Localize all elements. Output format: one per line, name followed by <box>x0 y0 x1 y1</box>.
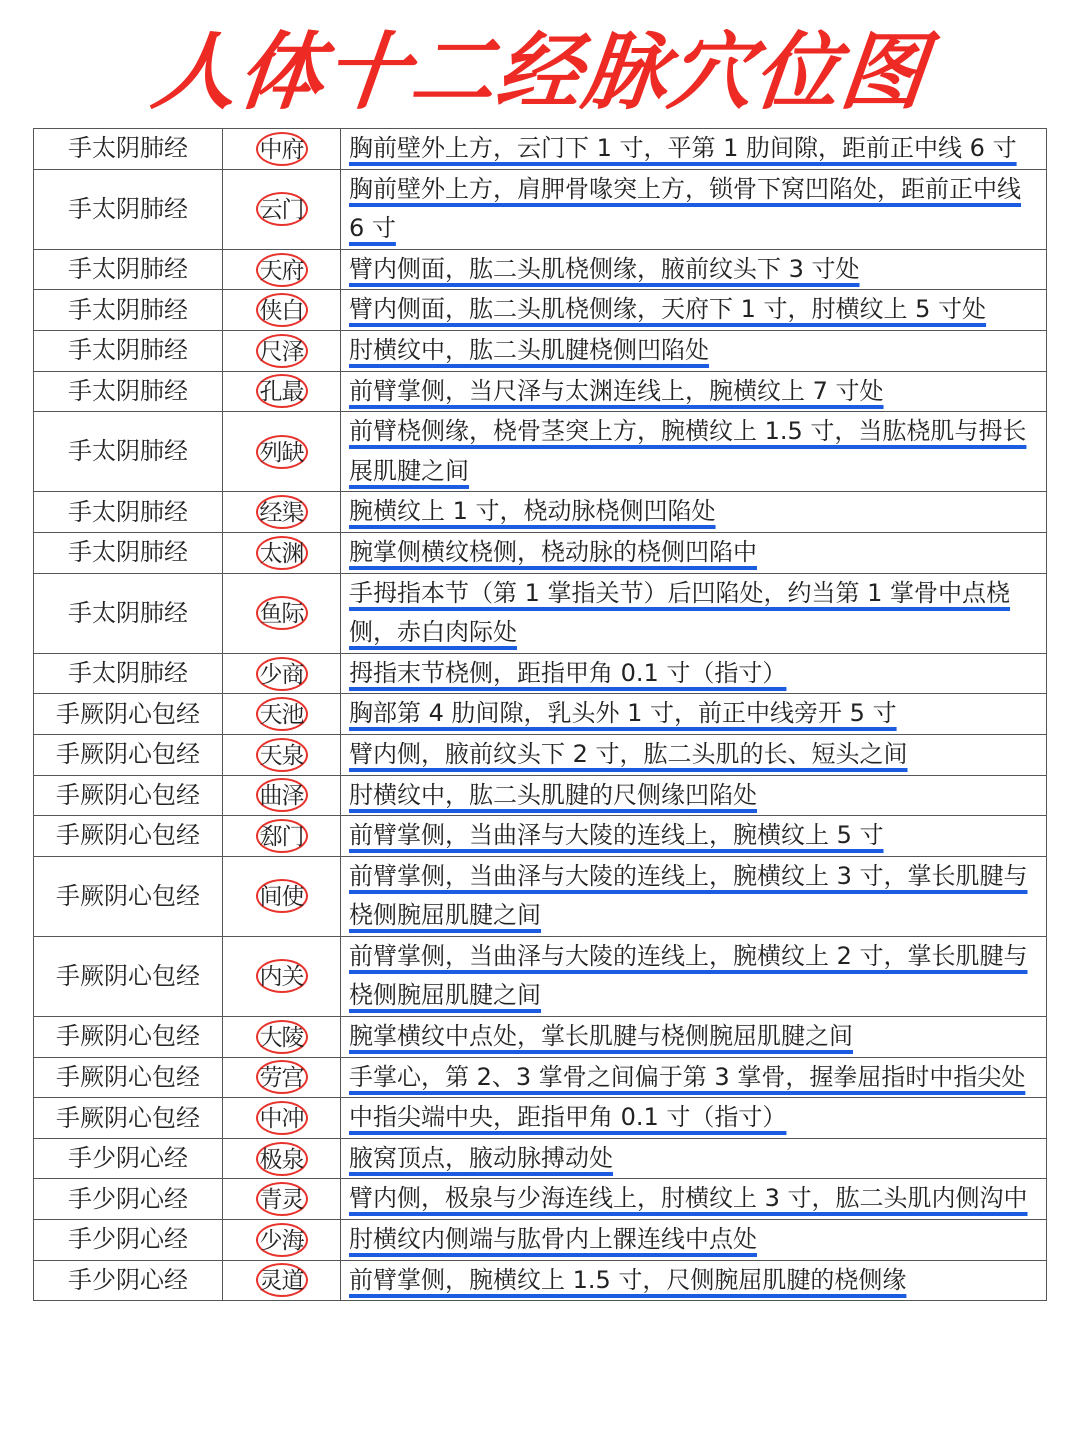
meridian-cell: 手厥阴心包经 <box>34 734 223 775</box>
location-text: 肘横纹内侧端与肱骨内上髁连线中点处 <box>349 1225 757 1254</box>
location-text: 肘横纹中，肱二头肌腱的尺侧缘凹陷处 <box>349 780 757 809</box>
acupoint-cell <box>223 169 341 249</box>
acupoint-cell <box>223 856 341 936</box>
acupoint-cell <box>223 532 341 573</box>
location-text: 臂内侧，腋前纹头下 2 寸，肱二头肌的长、短头之间 <box>349 739 908 768</box>
location-cell <box>341 734 1047 775</box>
meridian-cell: 手太阴肺经 <box>34 371 223 412</box>
acupoint-cell <box>223 290 341 331</box>
acupoint-cell <box>223 492 341 533</box>
location-text: 腕掌横纹中点处，掌长肌腱与桡侧腕屈肌腱之间 <box>349 1022 853 1051</box>
table-row <box>34 573 1047 653</box>
acupoint-name-circled: 内关 <box>256 959 308 993</box>
meridian-cell: 手太阴肺经 <box>34 330 223 371</box>
location-cell <box>341 129 1047 170</box>
location-text: 中指尖端中央，距指甲角 0.1 寸（指寸） <box>349 1103 787 1132</box>
acupoint-cell <box>223 1220 341 1261</box>
meridian-cell: 手少阴心经 <box>34 1179 223 1220</box>
meridian-cell: 手厥阴心包经 <box>34 1098 223 1139</box>
acupoint-cell <box>223 1057 341 1098</box>
acupoint-cell <box>223 249 341 290</box>
location-text: 胸部第 4 肋间隙，乳头外 1 寸，前正中线旁开 5 寸 <box>349 699 897 728</box>
acupoint-name-circled: 天池 <box>256 697 308 731</box>
table-row <box>34 129 1047 170</box>
acupoint-name-circled: 灵道 <box>256 1263 308 1297</box>
location-text: 前臂掌侧，腕横纹上 1.5 寸，尺侧腕屈肌腱的桡侧缘 <box>349 1265 907 1294</box>
location-cell <box>341 330 1047 371</box>
meridian-cell: 手厥阴心包经 <box>34 1057 223 1098</box>
meridian-cell: 手太阴肺经 <box>34 532 223 573</box>
location-cell <box>341 1017 1047 1058</box>
location-text: 臂内侧，极泉与少海连线上，肘横纹上 3 寸，肱二头肌内侧沟中 <box>349 1184 1028 1213</box>
location-text: 臂内侧面，肱二头肌桡侧缘，天府下 1 寸，肘横纹上 5 寸处 <box>349 295 987 324</box>
acupoint-cell <box>223 1138 341 1179</box>
acupoint-cell <box>223 816 341 857</box>
meridian-cell: 手厥阴心包经 <box>34 1017 223 1058</box>
acupoint-cell <box>223 1017 341 1058</box>
meridian-cell: 手太阴肺经 <box>34 169 223 249</box>
table-row <box>34 290 1047 331</box>
meridian-cell: 手太阴肺经 <box>34 492 223 533</box>
location-cell <box>341 856 1047 936</box>
location-cell <box>341 412 1047 492</box>
acupoint-name-circled: 天泉 <box>256 738 308 772</box>
acupoint-cell <box>223 129 341 170</box>
acupoint-name-circled: 极泉 <box>256 1142 308 1176</box>
table-row <box>34 492 1047 533</box>
location-text: 腋窝顶点，腋动脉搏动处 <box>349 1143 613 1172</box>
meridian-cell: 手太阴肺经 <box>34 249 223 290</box>
location-text: 手拇指本节（第 1 掌指关节）后凹陷处，约当第 1 掌骨中点桡侧，赤白肉际处 <box>349 578 1011 647</box>
table-row <box>34 1138 1047 1179</box>
acupoint-name-circled: 太渊 <box>256 536 308 570</box>
table-row <box>34 1057 1047 1098</box>
acupoint-name-circled: 尺泽 <box>256 334 308 368</box>
location-text: 前臂掌侧，当曲泽与大陵的连线上，腕横纹上 2 寸，掌长肌腱与桡侧腕屈肌腱之间 <box>349 941 1028 1010</box>
acupoint-table <box>33 128 1047 1301</box>
meridian-cell: 手少阴心经 <box>34 1138 223 1179</box>
table-row <box>34 1017 1047 1058</box>
page-title: 人体十二经脉穴位图 <box>147 23 933 121</box>
meridian-cell: 手厥阴心包经 <box>34 816 223 857</box>
table-row <box>34 856 1047 936</box>
acupoint-name-circled: 云门 <box>256 192 308 226</box>
acupoint-cell <box>223 371 341 412</box>
meridian-cell: 手太阴肺经 <box>34 412 223 492</box>
acupoint-name-circled: 列缺 <box>256 435 308 469</box>
location-cell <box>341 1220 1047 1261</box>
table-row <box>34 1220 1047 1261</box>
acupoint-name-circled: 侠白 <box>256 293 308 327</box>
location-text: 手掌心，第 2、3 掌骨之间偏于第 3 掌骨，握拳屈指时中指尖处 <box>349 1062 1026 1091</box>
table-row <box>34 371 1047 412</box>
acupoint-name-circled: 中府 <box>256 132 308 166</box>
acupoint-name-circled: 天府 <box>256 253 308 287</box>
table-row <box>34 734 1047 775</box>
acupoint-cell <box>223 1098 341 1139</box>
acupoint-cell <box>223 734 341 775</box>
meridian-cell: 手厥阴心包经 <box>34 775 223 816</box>
location-cell <box>341 1179 1047 1220</box>
acupoint-cell <box>223 653 341 694</box>
location-text: 胸前壁外上方，肩胛骨喙突上方，锁骨下窝凹陷处，距前正中线 6 寸 <box>349 174 1021 243</box>
location-cell <box>341 573 1047 653</box>
acupoint-name-circled: 经渠 <box>256 495 308 529</box>
location-cell <box>341 492 1047 533</box>
acupoint-cell <box>223 573 341 653</box>
location-cell <box>341 1057 1047 1098</box>
location-text: 前臂桡侧缘，桡骨茎突上方，腕横纹上 1.5 寸，当肱桡肌与拇长展肌腱之间 <box>349 417 1027 485</box>
location-cell <box>341 694 1047 735</box>
acupoint-cell <box>223 1179 341 1220</box>
table-row <box>34 694 1047 735</box>
location-cell <box>341 169 1047 249</box>
location-text: 腕横纹上 1 寸，桡动脉桡侧凹陷处 <box>349 497 716 526</box>
location-cell <box>341 1098 1047 1139</box>
location-text: 肘横纹中，肱二头肌腱桡侧凹陷处 <box>349 335 709 364</box>
location-cell <box>341 532 1047 573</box>
acupoint-name-circled: 孔最 <box>256 374 308 408</box>
table-row <box>34 1260 1047 1301</box>
acupoint-cell <box>223 694 341 735</box>
meridian-cell: 手厥阴心包经 <box>34 936 223 1016</box>
location-cell <box>341 816 1047 857</box>
acupoint-name-circled: 少商 <box>256 657 308 691</box>
location-text: 前臂掌侧，当尺泽与太渊连线上，腕横纹上 7 寸处 <box>349 376 884 405</box>
meridian-cell: 手厥阴心包经 <box>34 856 223 936</box>
acupoint-name-circled: 青灵 <box>256 1182 308 1216</box>
table-row <box>34 412 1047 492</box>
table-row <box>34 532 1047 573</box>
acupoint-name-circled: 曲泽 <box>256 778 308 812</box>
acupoint-name-circled: 郄门 <box>256 819 308 853</box>
location-text: 前臂掌侧，当曲泽与大陵的连线上，腕横纹上 5 寸 <box>349 821 884 850</box>
location-cell <box>341 1138 1047 1179</box>
location-cell <box>341 1260 1047 1301</box>
acupoint-cell <box>223 936 341 1016</box>
location-cell <box>341 290 1047 331</box>
acupoint-name-circled: 少海 <box>256 1223 308 1257</box>
location-text: 胸前壁外上方，云门下 1 寸，平第 1 肋间隙，距前正中线 6 寸 <box>349 134 1017 162</box>
acupoint-cell <box>223 775 341 816</box>
table-row <box>34 816 1047 857</box>
table-row <box>34 330 1047 371</box>
location-text: 前臂掌侧，当曲泽与大陵的连线上，腕横纹上 3 寸，掌长肌腱与桡侧腕屈肌腱之间 <box>349 861 1028 930</box>
meridian-cell: 手少阴心经 <box>34 1220 223 1261</box>
meridian-cell: 手太阴肺经 <box>34 653 223 694</box>
acupoint-name-circled: 中冲 <box>256 1101 308 1135</box>
table-row <box>34 936 1047 1016</box>
meridian-cell: 手少阴心经 <box>34 1260 223 1301</box>
acupoint-name-circled: 劳宫 <box>256 1060 308 1094</box>
table-row <box>34 775 1047 816</box>
table-row <box>34 249 1047 290</box>
location-text: 臂内侧面，肱二头肌桡侧缘，腋前纹头下 3 寸处 <box>349 254 860 283</box>
location-cell <box>341 249 1047 290</box>
meridian-cell: 手太阴肺经 <box>34 573 223 653</box>
acupoint-cell <box>223 1260 341 1301</box>
acupoint-name-circled: 大陵 <box>256 1020 308 1054</box>
location-cell <box>341 653 1047 694</box>
table-row <box>34 653 1047 694</box>
meridian-cell: 手太阴肺经 <box>34 290 223 331</box>
location-cell <box>341 371 1047 412</box>
acupoint-cell <box>223 412 341 492</box>
acupoint-name-circled: 鱼际 <box>256 596 308 630</box>
acupoint-cell <box>223 330 341 371</box>
acupoint-name-circled: 间使 <box>256 879 308 913</box>
table-row <box>34 169 1047 249</box>
location-text: 拇指末节桡侧，距指甲角 0.1 寸（指寸） <box>349 658 787 687</box>
meridian-cell: 手厥阴心包经 <box>34 694 223 735</box>
table-row <box>34 1179 1047 1220</box>
location-text: 腕掌侧横纹桡侧，桡动脉的桡侧凹陷中 <box>349 537 757 566</box>
table-row <box>34 1098 1047 1139</box>
meridian-cell: 手太阴肺经 <box>34 129 223 170</box>
location-cell <box>341 775 1047 816</box>
location-cell <box>341 936 1047 1016</box>
